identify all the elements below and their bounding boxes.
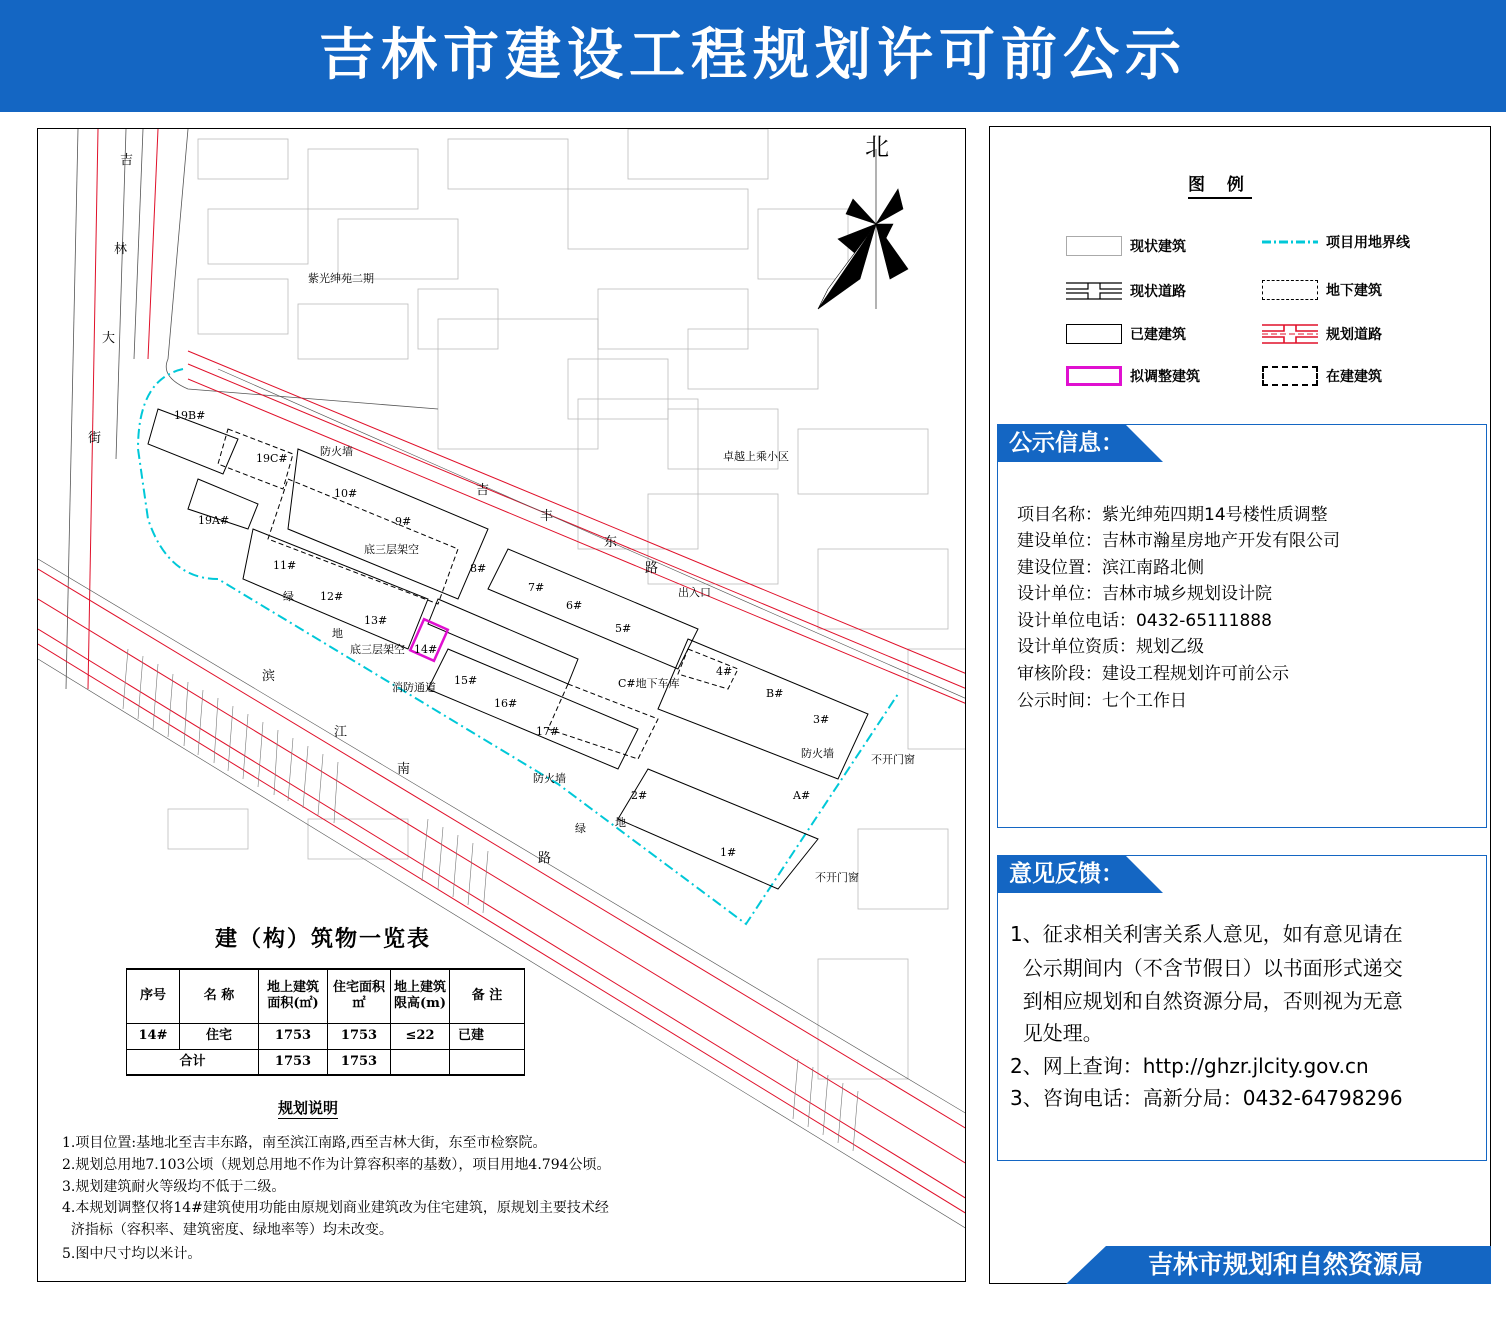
building-label: 16# xyxy=(494,697,518,710)
col-note: 备 注 xyxy=(450,969,525,1023)
road-south-char: 南 xyxy=(397,762,411,777)
road-north-char: 路 xyxy=(645,561,659,576)
building-label: 17# xyxy=(536,725,560,738)
building-table xyxy=(126,968,525,1076)
road-south-char: 滨 xyxy=(262,669,276,684)
info-line: 审核阶段：建设工程规划许可前公示 xyxy=(1017,664,1289,684)
road-west-char: 吉 xyxy=(120,153,134,168)
note-line: 5.图中尺寸均以米计。 xyxy=(62,1246,202,1262)
feedback-line: 2、网上查询：http://ghzr.jlcity.gov.cn xyxy=(1010,1054,1369,1078)
building-label: 消防通道 xyxy=(392,681,436,694)
building-label: 防火墙 xyxy=(801,747,834,760)
note-line: 4.本规划调整仅将14#建筑使用功能由原规划商业建筑改为住宅建筑，原规划主要技术经 xyxy=(62,1200,609,1216)
place-label: 卓越上乘小区 xyxy=(723,450,789,463)
building-label: 3# xyxy=(813,713,830,726)
note-line: 3.规划建筑耐火等级均不低于二级。 xyxy=(62,1179,286,1195)
legend-under-construction: 在建建筑 xyxy=(1262,366,1382,386)
building-label: 19A# xyxy=(198,514,230,527)
col-res: 住宅面积㎡ xyxy=(328,969,391,1023)
table-total-row: 合计 1753 1753 xyxy=(127,1049,525,1075)
building-label: 底三层架空 xyxy=(350,643,405,656)
feedback-line: 见处理。 xyxy=(1010,1021,1103,1045)
note-line: 济指标（容积率、建筑密度、绿地率等）均未改变。 xyxy=(62,1222,393,1238)
building-label: 9# xyxy=(395,515,412,528)
info-line: 建设单位：吉林市瀚星房地产开发有限公司 xyxy=(1017,531,1340,551)
legend-proposed-adjust: 拟调整建筑 xyxy=(1066,366,1200,386)
building-label: 13# xyxy=(364,614,388,627)
legend-title: 图 例 xyxy=(1188,170,1252,199)
road-north-char: 丰 xyxy=(540,509,554,524)
col-height: 地上建筑 限高(m) xyxy=(391,969,450,1023)
building-label: 6# xyxy=(566,599,583,612)
col-area: 地上建筑 面积(㎡) xyxy=(259,969,328,1023)
road-south-char: 江 xyxy=(334,725,348,740)
road-south-char: 路 xyxy=(538,851,552,866)
info-header: 公示信息： xyxy=(997,424,1163,462)
table-title: 建（构）筑物一览表 xyxy=(215,926,432,952)
existing-road-swatch xyxy=(1066,280,1122,302)
place-label: 地 xyxy=(332,627,343,640)
place-label: 地 xyxy=(615,816,626,829)
building-label: 7# xyxy=(528,581,545,594)
building-label: 1# xyxy=(720,846,737,859)
building-label: A# xyxy=(793,789,811,802)
place-label: 紫光绅苑二期 xyxy=(308,272,374,285)
building-label: 10# xyxy=(334,487,358,500)
building-label: 19B# xyxy=(174,409,206,422)
info-line: 设计单位：吉林市城乡规划设计院 xyxy=(1017,584,1272,604)
table-row: 14# 住宅 1753 1753 ≤22 已建 xyxy=(127,1023,525,1049)
building-label: 14# xyxy=(414,643,438,656)
place-label: 绿 xyxy=(283,590,294,603)
building-label: C#地下车库 xyxy=(618,677,680,690)
building-label: 12# xyxy=(320,590,344,603)
page-title: 吉林市建设工程规划许可前公示 xyxy=(319,23,1187,88)
building-label: 底三层架空 xyxy=(364,543,419,556)
info-line: 公示时间：七个工作日 xyxy=(1017,691,1187,711)
note-line: 2.规划总用地7.103公顷（规划总用地不作为计算容积率的基数），项目用地4.794公顷。 xyxy=(62,1157,611,1173)
building-label: 不开门窗 xyxy=(871,753,915,766)
building-label: 防火墙 xyxy=(533,772,566,785)
building-label: 出入口 xyxy=(678,586,711,599)
north-compass xyxy=(818,149,908,309)
building-label: 11# xyxy=(273,559,297,572)
building-label: 19C# xyxy=(256,452,288,465)
feedback-line: 到相应规划和自然资源分局，否则视为无意 xyxy=(1010,989,1403,1013)
legend-built-building: 已建建筑 xyxy=(1066,324,1186,344)
footer-org: 吉林市规划和自然资源局 xyxy=(1148,1250,1424,1279)
road-north-char: 东 xyxy=(604,535,618,550)
north-label: 北 xyxy=(865,133,889,161)
road-west-char: 林 xyxy=(114,242,128,257)
info-line: 设计单位电话：0432-65111888 xyxy=(1017,611,1272,631)
note-line: 1.项目位置:基地北至吉丰东路，南至滨江南路,西至吉林大街，东至市检察院。 xyxy=(62,1135,547,1151)
building-label: B# xyxy=(766,687,784,700)
col-name: 名 称 xyxy=(180,969,259,1023)
header-banner xyxy=(0,0,1506,112)
info-line: 设计单位资质：规划乙级 xyxy=(1017,637,1204,657)
feedback-line: 公示期间内（不含节假日）以书面形式递交 xyxy=(1010,956,1403,980)
building-label: 防火墙 xyxy=(320,445,353,458)
legend-underground: 地下建筑 xyxy=(1262,280,1382,300)
building-label: 15# xyxy=(454,674,478,687)
feedback-line: 3、咨询电话：高新分局：0432-64798296 xyxy=(1010,1086,1403,1110)
legend-existing-road: 现状道路 xyxy=(1066,280,1186,302)
building-label: 8# xyxy=(470,562,487,575)
legend-boundary: 项目用地界线 xyxy=(1262,232,1410,252)
col-no: 序号 xyxy=(127,969,180,1023)
building-label: 5# xyxy=(615,622,632,635)
building-label: 2# xyxy=(631,789,648,802)
building-label: 4# xyxy=(716,665,733,678)
boundary-swatch xyxy=(1262,232,1318,252)
building-label: 不开门窗 xyxy=(815,871,859,884)
road-west-char: 大 xyxy=(102,331,116,346)
info-line: 项目名称：紫光绅苑四期14号楼性质调整 xyxy=(1017,505,1328,525)
road-west-char: 街 xyxy=(88,431,102,446)
legend-existing-building: 现状建筑 xyxy=(1066,236,1186,256)
site-plan-map xyxy=(37,128,966,1282)
notes-title: 规划说明 xyxy=(278,1099,339,1117)
legend-planned-road: 规划道路 xyxy=(1262,322,1382,346)
planned-road-swatch xyxy=(1262,322,1318,346)
info-line: 建设位置：滨江南路北侧 xyxy=(1017,558,1204,578)
feedback-header: 意见反馈： xyxy=(997,855,1163,893)
place-label: 绿 xyxy=(575,822,586,835)
feedback-line: 1、征求相关利害关系人意见，如有意见请在 xyxy=(1010,922,1403,946)
road-north-char: 吉 xyxy=(476,483,490,498)
